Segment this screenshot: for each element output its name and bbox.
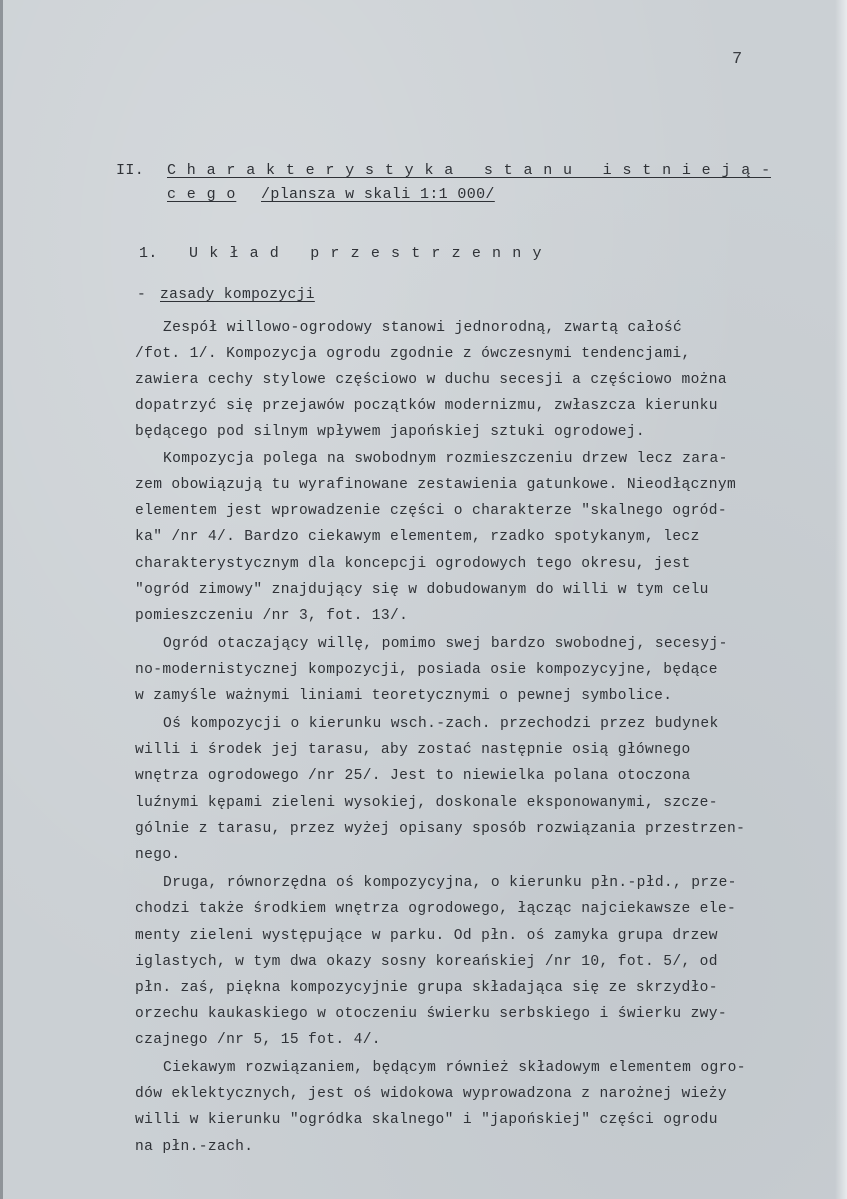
subsection-title: U k ł a d p r z e s t r z e n n y (189, 245, 543, 262)
body-line: elementem jest wprowadzenie części o charakterze "skalnego ogród- (135, 503, 727, 519)
body-line: iglastych, w tym dwa okazy sosny koreańskiej /nr 10, fot. 5/, od (135, 954, 718, 970)
page-edge (835, 0, 847, 1199)
body-line: zawiera cechy stylowe częściowo w duchu secesji a częściowo można (135, 372, 727, 388)
body-line: "ogród zimowy" znajdujący się w dobudowanym do willi w tym celu (135, 582, 709, 598)
body-line: dów eklektycznych, jest oś widokowa wyprowadzona z narożnej wieży (135, 1086, 727, 1102)
body-line: menty zieleni występujące w parku. Od płn. oś zamyka grupa drzew (135, 928, 718, 944)
body-line: wnętrza ogrodowego /nr 25/. Jest to niewielka polana otoczona (135, 768, 691, 784)
body-line: Ciekawym rozwiązaniem, będącym również składowym elementem ogro- (163, 1060, 746, 1076)
body-line: nego. (135, 847, 181, 863)
body-line: płn. zaś, piękna kompozycyjnie grupa składająca się ze skrzydło- (135, 980, 718, 996)
section-title-line2b: /plansza w skali 1:1 000/ (261, 186, 495, 203)
subheading-text: zasady kompozycji (160, 287, 315, 303)
body-line: ka" /nr 4/. Bardzo ciekawym elementem, rzadko spotykanym, lecz (135, 529, 700, 545)
body-line: gólnie z tarasu, przez wyżej opisany sposób rozwiązania przestrzen- (135, 821, 746, 837)
body-line: Ogród otaczający willę, pomimo swej bardzo swobodnej, secesyj- (163, 636, 728, 652)
section-title-line1: C h a r a k t e r y s t y k a s t a n u i s t n i e j ą - (167, 162, 771, 179)
body-line: Druga, równorzędna oś kompozycyjna, o kierunku płn.-płd., prze- (163, 875, 737, 891)
body-line: w zamyśle ważnymi liniami teoretycznymi o pewnej symbolice. (135, 688, 673, 704)
body-line: Oś kompozycji o kierunku wsch.-zach. przechodzi przez budynek (163, 716, 719, 732)
body-line: na płn.-zach. (135, 1139, 254, 1155)
section-title-line2a: c e g o (167, 186, 237, 203)
body-line: willi w kierunku "ogródka skalnego" i "japońskiej" części ogrodu (135, 1112, 718, 1128)
body-line: /fot. 1/. Kompozycja ogrodu zgodnie z ówczesnymi tendencjami, (135, 346, 691, 362)
body-line: Kompozycja polega na swobodnym rozmieszczeniu drzew lecz zara- (163, 451, 728, 467)
body-line: Zespół willowo-ogrodowy stanowi jednorodną, zwartą całość (163, 320, 683, 336)
subsection-number: 1. (139, 245, 158, 262)
body-line: charakterystycznym dla koncepcji ogrodowych tego okresu, jest (135, 556, 691, 572)
section-numeral: II. (116, 162, 145, 179)
body-line: czajnego /nr 5, 15 fot. 4/. (135, 1032, 381, 1048)
body-line: chodzi także środkiem wnętrza ogrodowego, łącząc najciekawsze ele- (135, 901, 737, 917)
body-line: będącego pod silnym wpływem japońskiej sztuki ogrodowej. (135, 424, 646, 440)
body-line: zem obowiązują tu wyrafinowane zestawienia gatunkowe. Nieodłącznym (135, 477, 737, 493)
subheading-dash: - (137, 287, 147, 303)
body-line: luźnymi kępami zieleni wysokiej, doskonale eksponowanymi, szcze- (135, 795, 718, 811)
body-line: dopatrzyć się przejawów początków modernizmu, zwłaszcza kierunku (135, 398, 718, 414)
body-line: no-modernistycznej kompozycji, posiada osie kompozycyjne, będące (135, 662, 718, 678)
body-line: pomieszczeniu /nr 3, fot. 13/. (135, 608, 409, 624)
body-line: orzechu kaukaskiego w otoczeniu świerku serbskiego i świerku zwy- (135, 1006, 727, 1022)
body-line: willi i środek jej tarasu, aby zostać następnie osią głównego (135, 742, 691, 758)
page-number: 7 (732, 50, 743, 69)
